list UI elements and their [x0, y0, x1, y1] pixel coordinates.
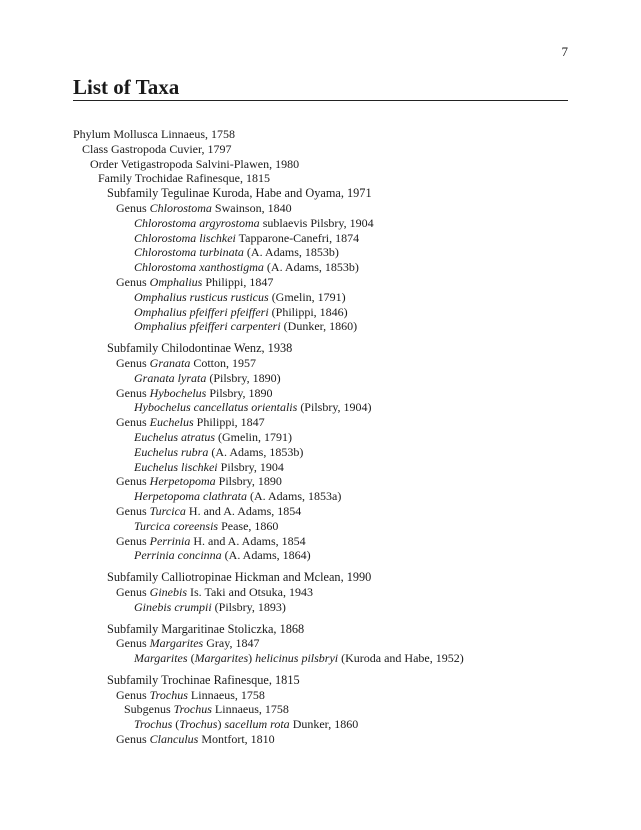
taxon-row [73, 673, 573, 688]
taxon-text: Pilsbry, 1904 [217, 459, 284, 474]
taxon-text: (A. Adams, 1853b) [243, 245, 339, 260]
taxon-text: Order Vetigastropoda Salvini-Plawen, 1980 [90, 156, 300, 171]
taxon-text: H. and A. Adams, 1854 [185, 503, 302, 518]
taxon-text: (Gmelin, 1791) [268, 289, 346, 304]
taxon-name-italic: Turcica [149, 503, 186, 518]
taxon-name-italic: Omphalius pfeifferi carpenteri [134, 319, 281, 334]
taxon-row [73, 290, 573, 305]
taxon-name-italic: helicinus pilsbryi [255, 651, 339, 666]
taxon-row [73, 386, 573, 401]
taxon-text: Genus [116, 503, 150, 518]
taxon-row [73, 275, 573, 290]
taxon-text: Genus [116, 274, 150, 289]
taxon-text: Genus [116, 636, 150, 651]
taxon-row [73, 245, 573, 260]
taxon-text: (Pilsbry, 1904) [297, 400, 372, 415]
taxon-text: Class Gastropoda Cuvier, 1797 [82, 141, 232, 156]
taxon-text: (Pilsbry, 1890) [206, 370, 281, 385]
taxon-text: Linnaeus, 1758 [211, 702, 289, 717]
taxon-text: (A. Adams, 1853b) [208, 444, 304, 459]
taxon-text: Philippi, 1847 [202, 274, 274, 289]
taxon-text: Genus [116, 415, 150, 430]
taxon-text: (A. Adams, 1853a) [247, 489, 342, 504]
taxon-row [73, 445, 573, 460]
taxon-name-italic: Omphalius pfeifferi pfeifferi [134, 304, 269, 319]
taxon-row [73, 636, 573, 651]
taxon-text: (Philippi, 1846) [268, 304, 348, 319]
taxon-text: (Dunker, 1860) [280, 319, 358, 334]
taxon-text: Swainson, 1840 [211, 200, 292, 215]
taxon-row [73, 216, 573, 231]
taxon-row [73, 171, 573, 186]
taxon-name-italic: Euchelus atratus [134, 429, 215, 444]
taxon-name-italic: Omphalius [149, 274, 203, 289]
taxa-list [73, 127, 573, 747]
taxon-text: Is. Taki and Otsuka, 1943 [187, 584, 313, 599]
taxon-row [73, 430, 573, 445]
taxon-row [73, 570, 573, 585]
taxon-text: Philippi, 1847 [193, 415, 265, 430]
taxon-name-italic: Margarites [134, 651, 188, 666]
taxon-row [73, 600, 573, 615]
taxon-text: (A. Adams, 1853b) [263, 260, 359, 275]
taxon-text: Phylum Mollusca Linnaeus, 1758 [73, 127, 235, 141]
taxon-text: Subfamily Tegulinae Kuroda, Habe and Oyama, 1971 [107, 186, 372, 201]
taxon-text: Pilsbry, 1890 [206, 385, 273, 400]
taxon-text: Genus [116, 200, 150, 215]
taxon-text: ( [187, 651, 195, 666]
taxon-text: Subfamily Chilodontinae Wenz, 1938 [107, 341, 293, 356]
taxon-text: Tapparone-Canefri, 1874 [235, 230, 360, 245]
taxon-text: Genus [116, 355, 150, 370]
taxon-name-italic: Perrinia concinna [134, 548, 222, 563]
taxon-row [73, 186, 573, 201]
taxon-text: Cotton, 1957 [190, 355, 257, 370]
taxon-row [73, 305, 573, 320]
taxon-name-italic: Chlorostoma argyrostoma [134, 215, 260, 230]
taxon-row [73, 371, 573, 386]
title-rule [73, 100, 568, 101]
taxon-name-italic: Margarites [194, 651, 249, 666]
taxon-text: Genus [116, 474, 150, 489]
taxon-text: Subfamily Margaritinae Stoliczka, 1868 [107, 621, 305, 636]
taxon-text: Dunker, 1860 [289, 717, 359, 732]
taxon-text: ) [248, 651, 256, 666]
taxon-row [73, 201, 573, 216]
taxon-name-italic: Omphalius rusticus rusticus [134, 289, 269, 304]
taxon-name-italic: Ginebis crumpii [134, 599, 212, 614]
taxon-row [73, 688, 573, 703]
taxon-text: Genus [116, 533, 150, 548]
taxon-text: sublaevis Pilsbry, 1904 [259, 215, 374, 230]
taxon-row [73, 474, 573, 489]
taxon-text: (Pilsbry, 1893) [211, 599, 286, 614]
taxon-text: ( [172, 717, 180, 732]
taxon-name-italic: Trochus [149, 687, 188, 702]
taxon-name-italic: Trochus [134, 717, 173, 732]
taxon-name-italic: Turcica coreensis [134, 518, 219, 533]
taxon-row [73, 356, 573, 371]
taxon-name-italic: Chlorostoma [149, 200, 212, 215]
taxon-row [73, 534, 573, 549]
taxon-row [73, 260, 573, 275]
taxon-text: (Kuroda and Habe, 1952) [338, 651, 464, 666]
taxon-text: Pilsbry, 1890 [215, 474, 282, 489]
taxon-name-italic: Perrinia [149, 533, 191, 548]
taxon-text: Pease, 1860 [218, 518, 279, 533]
taxon-name-italic: Euchelus rubra [134, 444, 209, 459]
taxon-text: Subfamily Trochinae Rafinesque, 1815 [107, 672, 300, 687]
taxon-name-italic: Ginebis [149, 584, 188, 599]
taxon-row [73, 400, 573, 415]
taxon-text: (A. Adams, 1864) [221, 548, 311, 563]
taxon-row [73, 415, 573, 430]
taxon-row [73, 157, 573, 172]
taxon-name-italic: Hybochelus [149, 385, 207, 400]
taxon-row [73, 585, 573, 600]
taxon-name-italic: Granata [149, 355, 191, 370]
taxon-text: Gray, 1847 [203, 636, 260, 651]
taxon-name-italic: Trochus [173, 702, 212, 717]
taxon-row [73, 231, 573, 246]
taxon-row [73, 341, 573, 356]
taxon-row [73, 504, 573, 519]
taxon-name-italic: Euchelus [149, 415, 194, 430]
taxon-name-italic: Euchelus lischkei [134, 459, 218, 474]
taxon-row [73, 489, 573, 504]
taxon-text: Linnaeus, 1758 [187, 687, 265, 702]
taxon-name-italic: Hybochelus cancellatus orientalis [134, 400, 298, 415]
taxon-row [73, 702, 573, 717]
taxon-text: (Gmelin, 1791) [215, 429, 292, 444]
taxon-name-italic: sacellum rota [224, 717, 290, 732]
taxon-text: Genus [116, 732, 150, 747]
taxon-name-italic: Clanculus [149, 732, 199, 747]
taxon-row [73, 319, 573, 334]
taxon-text: Genus [116, 584, 150, 599]
taxon-name-italic: Chlorostoma lischkei [134, 230, 236, 245]
taxon-name-italic: Herpetopoma [149, 474, 216, 489]
taxon-name-italic: Chlorostoma turbinata [134, 245, 244, 260]
taxon-name-italic: Herpetopoma clathrata [134, 489, 247, 504]
taxon-name-italic: Margarites [149, 636, 204, 651]
taxon-row [73, 651, 573, 666]
taxon-text: Montfort, 1810 [198, 732, 275, 747]
taxon-text: Subgenus [124, 702, 174, 717]
taxon-row [73, 548, 573, 563]
taxon-row [73, 519, 573, 534]
taxon-text: H. and A. Adams, 1854 [190, 533, 306, 548]
taxon-row [73, 717, 573, 732]
taxon-name-italic: Trochus [179, 717, 218, 732]
taxon-row [73, 460, 573, 475]
taxon-name-italic: Chlorostoma xanthostigma [134, 260, 264, 275]
taxon-name-italic: Granata lyrata [134, 370, 207, 385]
taxon-row [73, 732, 573, 747]
taxon-text: Genus [116, 385, 150, 400]
taxon-row [73, 127, 573, 142]
taxon-text: ) [217, 717, 225, 732]
page-number: 7 [561, 44, 568, 59]
taxon-text: Genus [116, 687, 150, 702]
page-title: List of Taxa [73, 75, 180, 99]
taxon-text: Family Trochidae Rafinesque, 1815 [98, 171, 270, 186]
taxon-text: Subfamily Calliotropinae Hickman and Mclean, 1990 [107, 570, 372, 585]
taxon-row [73, 142, 573, 157]
taxon-row [73, 622, 573, 637]
